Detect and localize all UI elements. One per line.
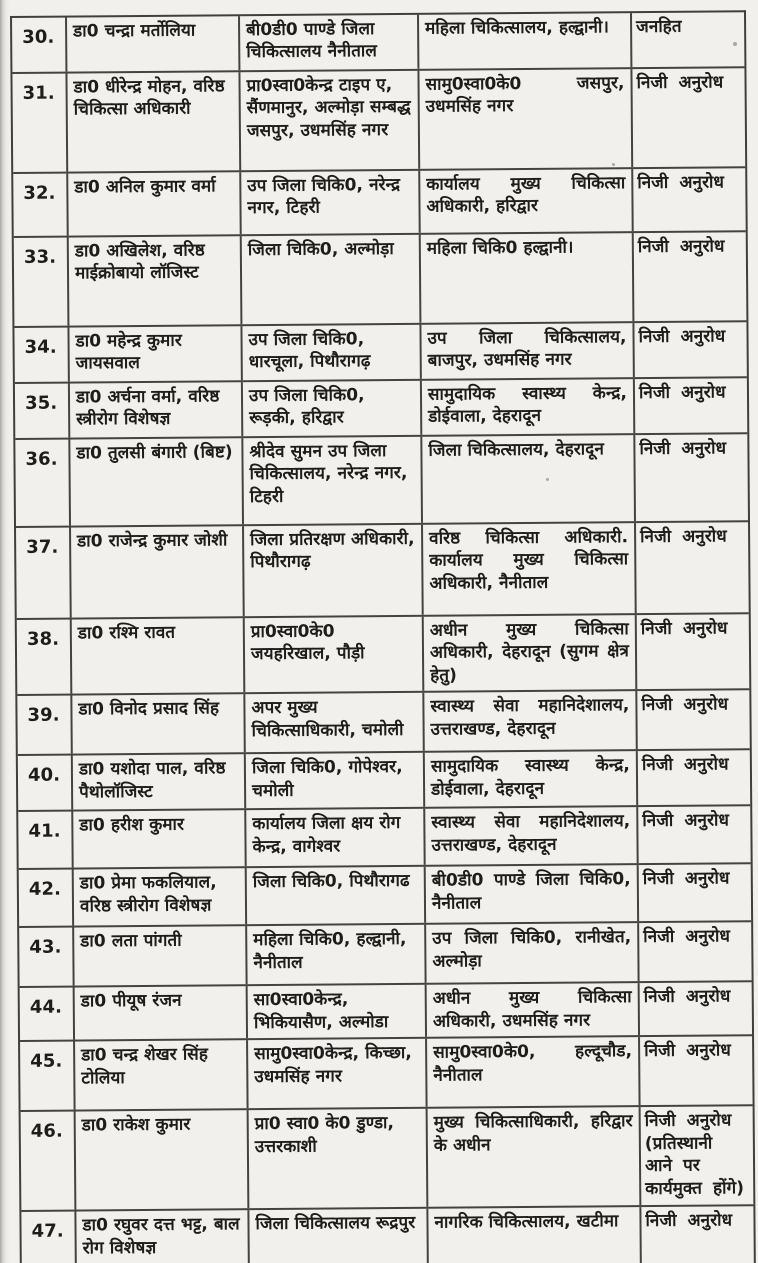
doctor-name-text: डा0 अखिलेश, वरिष्ठ माईक्रोबायो लॉजिस्ट (74, 240, 205, 284)
cell-doctor-name (72, 618, 246, 694)
serial-number-text: 35. (24, 392, 58, 414)
cell-transfer-basis (639, 865, 751, 922)
table-row (16, 522, 749, 620)
new-posting-text: महिला चिकि0 हल्द्वानी। (426, 237, 574, 259)
cell-new-posting (424, 691, 637, 751)
current-posting-text: प्रा0स्वा0के0 जयहरिखाल, पौड़ी (250, 621, 365, 665)
cell-serial-number (21, 1112, 77, 1210)
doctor-name-text: डा0 हरीश कुमार (79, 814, 185, 836)
new-posting-text: मुख्य चिकित्साधिकारी, हरिद्वार के अधीन (433, 1111, 633, 1156)
doctor-name-text: डा0 धीरेन्द्र मोहन, वरिष्ठ चिकित्सा अधिकारी (73, 76, 225, 120)
new-posting-text: वरिष्ठ चिकित्सा अधिकारी. कार्यालय मुख्य चिकित्सा अधिकारी, नैनीताल (429, 527, 629, 594)
table-row (18, 807, 750, 871)
cell-doctor-name (73, 810, 246, 867)
cell-new-posting (424, 615, 638, 691)
scan-speck (612, 163, 615, 166)
new-posting-text: जिला चिकित्सालय, देहरादून (428, 439, 605, 461)
transfer-basis-text: निजी अनुरोध (637, 172, 725, 194)
serial-number-text: 37. (26, 536, 59, 558)
cell-serial-number (16, 528, 72, 618)
table-row (18, 751, 750, 813)
cell-serial-number (14, 238, 70, 326)
transfer-basis-text: निजी अनुरोध (636, 72, 724, 94)
new-posting-text: सामुदायिक स्वास्थ्य केन्द्र, डोईवाला, देहरादून (427, 383, 628, 428)
table-row (15, 378, 747, 440)
current-posting-text: उप जिला चिकि0, धारचूला, पिथौरागढ़ (248, 329, 371, 373)
cell-new-posting (422, 379, 635, 435)
cell-doctor-name (74, 868, 247, 925)
cell-current-posting (242, 235, 422, 324)
cell-doctor-name (69, 236, 243, 325)
cell-new-posting (427, 1037, 641, 1107)
new-posting-text: अधीन मुख्य चिकित्सा अधिकारी, देहरादून (सुगम क्षेत्र हेतु) (429, 619, 630, 686)
serial-number-text: 36. (25, 448, 58, 470)
cell-serial-number (15, 384, 70, 438)
cell-transfer-basis (632, 68, 745, 167)
new-posting-text: सामु0स्वा0के0, हल्दूचौड, नैनीताल (433, 1041, 633, 1086)
cell-serial-number (20, 1042, 76, 1110)
serial-number-text: 32. (23, 182, 56, 204)
cell-new-posting (427, 983, 640, 1037)
table-row (21, 1107, 754, 1213)
cell-current-posting (240, 71, 420, 170)
cell-new-posting (420, 169, 633, 233)
cell-current-posting (245, 617, 425, 693)
transfer-basis-text: निजी अनुरोध (638, 382, 726, 404)
cell-current-posting (247, 925, 426, 984)
doctor-name-text: डा0 पीयूष रंजन (80, 990, 182, 1012)
current-posting-text: प्रा0 स्वा0 के0 डुण्डा, उत्तरकाशी (254, 1113, 395, 1157)
current-posting-text: अपर मुख्य चिकित्साधिकारी, चमोली (251, 697, 404, 741)
doctor-name-text: डा0 महेन्द्र कुमार जायसवाल (75, 330, 182, 374)
transfer-basis-text: निजी अनुरोध (640, 526, 727, 548)
cell-serial-number (19, 870, 74, 926)
cell-current-posting (248, 985, 427, 1038)
cell-serial-number (17, 696, 72, 754)
cell-new-posting (419, 13, 632, 69)
new-posting-text: कार्यालय मुख्य चिकित्सा अधिकारी, हरिद्वार (426, 173, 626, 218)
cell-serial-number (19, 928, 74, 986)
serial-number-text: 34. (24, 336, 57, 358)
cell-new-posting (428, 1107, 642, 1207)
doctor-name-text: डा0 प्रेमा फकलियाल, वरिष्ठ स्त्रीरोग विशेषज्ञ (79, 872, 217, 917)
cell-doctor-name (67, 72, 241, 171)
current-posting-text: श्रीदेव सुमन उप जिला चिकित्सालय, नरेन्द्र नगर, टिहरी (249, 441, 408, 508)
serial-number-text: 30. (22, 26, 55, 48)
current-posting-text: उप जिला चिकि0, रूड़की, हरिद्वार (248, 385, 365, 429)
cell-current-posting (243, 437, 423, 524)
cell-current-posting (247, 867, 426, 924)
cell-new-posting (426, 923, 639, 983)
cell-current-posting (242, 325, 421, 380)
cell-new-posting (421, 233, 635, 323)
cell-serial-number (18, 756, 73, 810)
cell-serial-number (15, 440, 71, 526)
transfer-basis-text: निजी अनुरोध (642, 810, 730, 832)
new-posting-text: उप जिला चिकि0, रानीखेत, अल्मोड़ा (432, 927, 632, 972)
doctor-name-text: डा0 रघुवर दत्त भट्ट, बाल रोग विशेषज्ञ (82, 1214, 240, 1259)
transfer-basis-text: निजी अनुरोध (637, 236, 725, 258)
cell-doctor-name (71, 526, 245, 617)
table-row (12, 68, 745, 174)
serial-number-text: 41. (28, 820, 61, 843)
cell-new-posting (422, 435, 636, 523)
cell-doctor-name (70, 438, 244, 525)
scan-speck (546, 478, 549, 481)
cell-serial-number (17, 620, 73, 695)
cell-new-posting (423, 523, 637, 615)
cell-doctor-name (73, 754, 246, 809)
transfer-basis-text: निजी अनुरोध (644, 1040, 731, 1062)
cell-doctor-name (74, 926, 247, 985)
new-posting-text: स्वास्थ्य सेवा महानिदेशालय, उत्तराखण्ड, देहरादून (431, 811, 631, 856)
cell-transfer-basis (634, 232, 747, 321)
cell-doctor-name (70, 382, 243, 437)
current-posting-text: जिला चिकि0, पिथौरागढ (252, 871, 410, 893)
cell-doctor-name (69, 326, 242, 381)
cell-current-posting (244, 525, 424, 616)
cell-current-posting (246, 809, 425, 866)
doctor-name-text: डा0 तुलसी बंगारी (बिष्ट) (76, 442, 233, 464)
cell-transfer-basis (641, 1107, 754, 1206)
cell-serial-number (12, 74, 68, 172)
doctor-name-text: डा0 चन्द्रा मर्तोलिया (73, 20, 196, 42)
cell-new-posting (425, 807, 638, 865)
current-posting-text: महिला चिकि0, हल्द्वानी, नैनीताल (253, 929, 407, 973)
cell-serial-number (20, 988, 75, 1040)
cell-serial-number (18, 812, 73, 868)
page-edge-shadow (0, 0, 10, 1263)
serial-number-text: 31. (22, 82, 55, 104)
doctor-name-text: डा0 अनिल कुमार वर्मा (74, 176, 216, 198)
current-posting-text: सामु0स्वा0केन्द्र, किच्छा, उधमसिंह नगर (254, 1043, 413, 1087)
cell-new-posting (428, 1207, 641, 1263)
current-posting-text: उप जिला चिकि0, नरेन्द्र नगर, टिहरी (247, 174, 401, 219)
cell-current-posting (249, 1109, 429, 1208)
doctor-name-text: डा0 लता पांगती (80, 930, 182, 952)
cell-transfer-basis (638, 751, 750, 806)
cell-transfer-basis (641, 1207, 753, 1263)
scan-speck (733, 42, 737, 46)
cell-doctor-name (72, 694, 245, 753)
current-posting-text: जिला चिकि0, गोपेश्वर, चमोली (251, 757, 403, 801)
table-row (19, 923, 751, 989)
table-row (17, 691, 749, 757)
new-posting-text: महिला चिकित्सालय, हल्द्वानी। (425, 17, 610, 39)
current-posting-text: प्रा0स्वा0केन्द्र टाइप ए, सैंणमानुर, अल्मोड़ा सम्बद्ध जसपुर, उधमसिंह नगर (246, 75, 411, 142)
serial-number-text: 38. (26, 628, 60, 650)
cell-transfer-basis (633, 168, 745, 231)
cell-serial-number (14, 328, 69, 382)
serial-number-text: 44. (29, 996, 63, 1019)
current-posting-text: जिला चिकि0, अल्मोड़ा (247, 238, 394, 261)
cell-transfer-basis (635, 434, 748, 521)
cell-current-posting (249, 1209, 428, 1263)
cell-transfer-basis (639, 923, 751, 982)
cell-current-posting (243, 381, 422, 436)
cell-transfer-basis (640, 983, 752, 1036)
transfer-basis-text: निजी अनुरोध (642, 868, 730, 890)
doctor-name-text: डा0 रश्मि रावत (77, 622, 176, 644)
table-row (14, 322, 746, 384)
transfer-basis-text: निजी अनुरोध (638, 326, 726, 348)
serial-number-text: 40. (27, 764, 61, 787)
doctor-name-text: डा0 अर्चना वर्मा, वरिष्ठ स्त्रीरोग विशेषज्ञ (75, 386, 220, 430)
cell-new-posting (419, 69, 633, 169)
current-posting-text: जिला प्रतिरक्षण अधिकारी, पिथौरागढ़ (250, 528, 415, 573)
cell-doctor-name (68, 172, 241, 235)
cell-current-posting (245, 693, 424, 752)
cell-transfer-basis (638, 807, 750, 864)
cell-doctor-name (75, 1040, 249, 1109)
new-posting-text: बी0डी0 पाण्डे जिला चिकि0, नैनीताल (431, 869, 631, 914)
new-posting-text: स्वास्थ्य सेवा महानिदेशालय, उत्तराखण्ड, देहरादून (430, 695, 630, 740)
table-row (21, 1207, 753, 1263)
cell-current-posting (246, 753, 425, 808)
cell-transfer-basis (640, 1037, 753, 1106)
cell-serial-number (21, 1212, 76, 1263)
serial-number-text: 42. (28, 878, 62, 901)
serial-number-text: 46. (30, 1120, 64, 1143)
table-row (15, 434, 748, 528)
transfer-table (10, 10, 756, 1263)
cell-current-posting (240, 15, 419, 70)
doctor-name-text: डा0 यशोदा पाल, वरिष्ठ पैथोलॉजिस्ट (78, 758, 226, 803)
transfer-basis-text: निजी अनुरोध (640, 618, 728, 640)
doctor-name-text: डा0 राजेन्द्र कुमार जोशी (77, 530, 228, 552)
table-row (20, 1037, 753, 1113)
cell-transfer-basis (637, 614, 750, 689)
table-row (19, 865, 751, 929)
new-posting-text: अधीन मुख्य चिकित्सा अधिकारी, उधमसिंह नगर (432, 987, 632, 1032)
cell-doctor-name (76, 1110, 250, 1209)
cell-current-posting (241, 171, 420, 234)
cell-serial-number (13, 174, 68, 236)
serial-number-text: 43. (29, 936, 62, 959)
cell-transfer-basis (636, 522, 749, 613)
table-row (17, 614, 750, 696)
transfer-basis-text: निजी अनुरोध (645, 1210, 733, 1232)
cell-doctor-name (76, 1210, 249, 1263)
cell-transfer-basis (634, 322, 746, 377)
new-posting-text: सामुदायिक स्वास्थ्य केन्द्र, डोईवाला, देहरादून (430, 755, 630, 800)
table-row (13, 168, 745, 238)
new-posting-text: उप जिला चिकित्सालय, बाजपुर, उधमसिंह नगर (427, 327, 627, 372)
doctor-name-text: डा0 राकेश कुमार (81, 1114, 191, 1136)
serial-number-text: 33. (23, 246, 57, 268)
current-posting-text: बी0डी0 पाण्डे जिला चिकित्सालय नैनीताल (246, 19, 378, 63)
serial-number-text: 45. (30, 1050, 63, 1073)
cell-new-posting (426, 865, 639, 923)
cell-doctor-name (67, 16, 240, 71)
cell-doctor-name (75, 986, 248, 1039)
new-posting-text: सामु0स्वा0के0 जसपुर, उधमसिंह नगर (425, 73, 625, 118)
serial-number-text: 47. (31, 1220, 64, 1243)
cell-transfer-basis (635, 378, 747, 433)
cell-current-posting (248, 1039, 428, 1108)
doctor-name-text: डा0 विनोद प्रसाद सिंह (78, 698, 220, 720)
transfer-basis-text: निजी अनुरोध (641, 754, 729, 776)
current-posting-text: जिला चिकित्सालय रूद्रपुर (255, 1213, 416, 1235)
cell-transfer-basis (637, 691, 749, 750)
transfer-basis-text: निजी अनुरोध (643, 926, 731, 948)
serial-number-text: 39. (27, 704, 60, 727)
cell-new-posting (425, 751, 638, 807)
cell-new-posting (421, 323, 634, 379)
transfer-basis-text: जनहित (636, 16, 682, 38)
transfer-basis-text: निजी अनुरोध (639, 438, 727, 460)
cell-serial-number (12, 18, 67, 72)
transfer-basis-text: निजी अनुरोध (643, 986, 731, 1008)
current-posting-text: कार्यालय जिला क्षय रोग केन्द्र, वागेश्वर (252, 813, 401, 857)
table-row (20, 983, 752, 1043)
transfer-basis-text: निजी अनुरोध (641, 694, 729, 716)
new-posting-text: नागरिक चिकित्सालय, खटीमा (434, 1211, 619, 1234)
transfer-basis-text: निजी अनुरोध (प्रतिस्थानी आने पर कार्यमुक्त होंगे) (644, 1110, 745, 1199)
cell-transfer-basis (632, 12, 744, 67)
table-row (14, 232, 747, 328)
doctor-name-text: डा0 चन्द्र शेखर सिंह टोलिया (81, 1044, 209, 1089)
current-posting-text: सा0स्वा0केन्द्र, भिकियासैण, अल्मोडा (253, 989, 389, 1033)
table-row (12, 12, 744, 74)
